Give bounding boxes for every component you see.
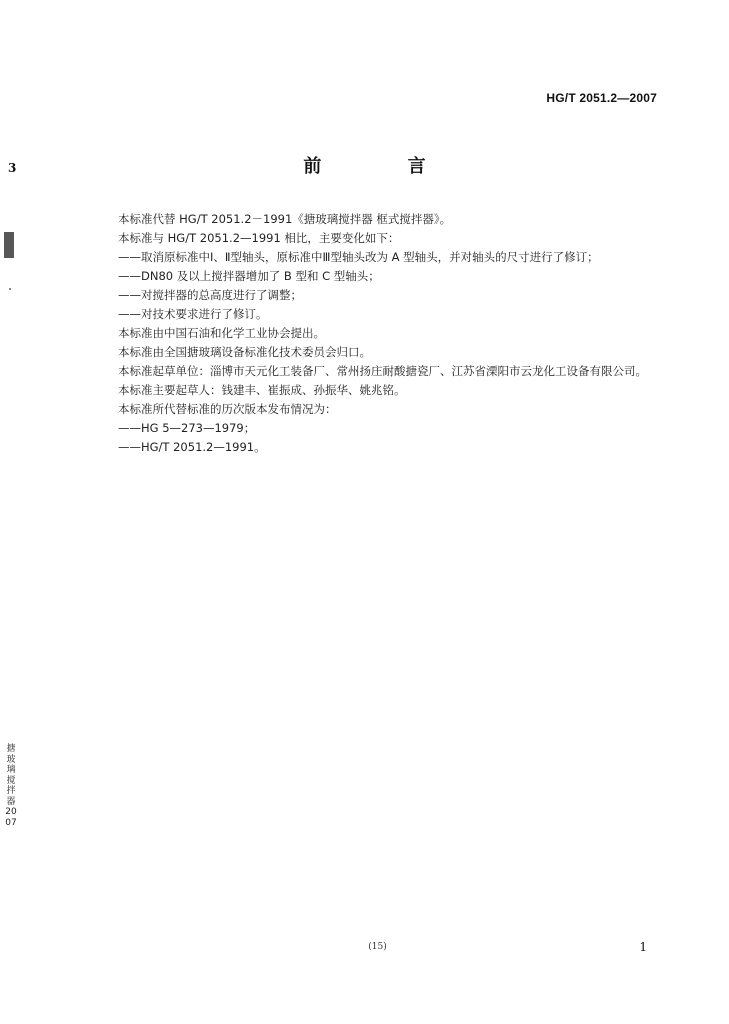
foreword-paragraph: 本标准主要起草人：钱建丰、崔振成、孙振华、姚兆铭。	[118, 383, 406, 397]
binding-stamp-mark	[4, 232, 14, 258]
foreword-paragraph: 本标准与 HG/T 2051.2—1991 相比，主要变化如下：	[118, 231, 400, 245]
footer-code: (15)	[368, 942, 387, 952]
side-page-number: 3	[8, 161, 17, 175]
foreword-paragraph: 本标准由全国搪玻璃设备标准化技术委员会归口。	[118, 345, 371, 359]
foreword-list-item: ——HG/T 2051.2—1991。	[118, 440, 266, 454]
foreword-list-item: ——对技术要求进行了修订。	[118, 307, 268, 321]
foreword-paragraph: 本标准由中国石油和化学工业协会提出。	[118, 326, 325, 340]
page-number: 1	[639, 940, 647, 954]
foreword-paragraph: 本标准所代替标准的历次版本发布情况为：	[118, 402, 337, 416]
foreword-list-item: ——取消原标准中Ⅰ、Ⅱ型轴头，原标准中Ⅲ型轴头改为 A 型轴头，并对轴头的尺寸进行了修订；	[118, 250, 599, 264]
page-title: 前 言	[303, 156, 466, 177]
side-vertical-label: 搪玻璃搅拌器2007	[5, 744, 17, 828]
standard-code: HG/T 2051.2—2007	[546, 91, 657, 105]
foreword-list-item: ——DN80 及以上搅拌器增加了 B 型和 C 型轴头；	[118, 269, 380, 283]
foreword-list-item: ——HG 5—273—1979；	[118, 421, 256, 435]
foreword-paragraph: 本标准起草单位：淄博市天元化工装备厂、常州扬庄耐酸搪瓷厂、江苏省溧阳市云龙化工设备有限公司。	[118, 364, 647, 378]
foreword-paragraph: 本标准代替 HG/T 2051.2－1991《搪玻璃搅拌器 框式搅拌器》。	[118, 212, 452, 226]
binding-dot-mark	[9, 288, 11, 290]
foreword-list-item: ——对搅拌器的总高度进行了调整；	[118, 288, 302, 302]
foreword-body	[94, 210, 660, 457]
